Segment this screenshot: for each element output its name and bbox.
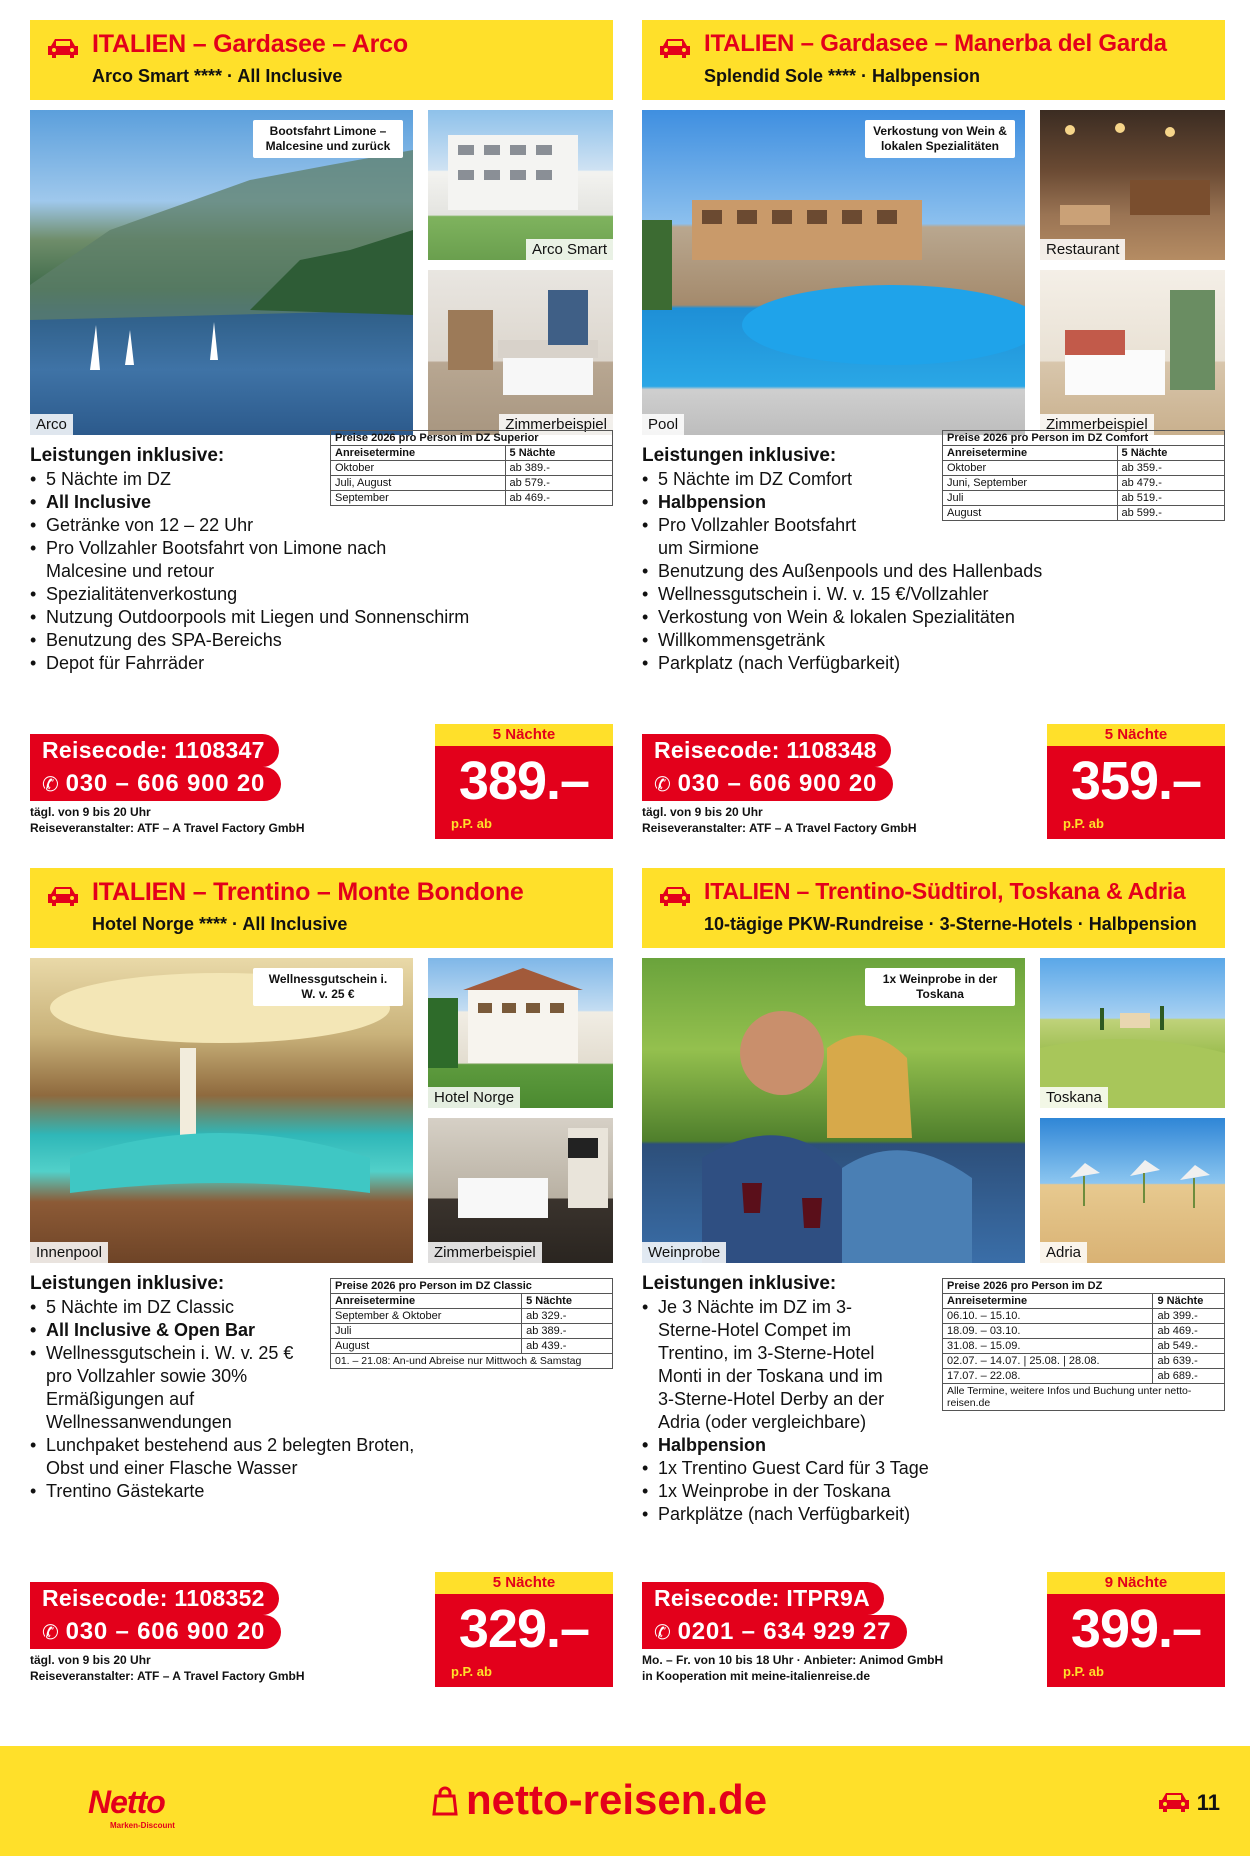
logo-name: Netto: [88, 1784, 165, 1820]
offer-title: ITALIEN – Trentino-Südtirol, Toskana & Adria: [704, 878, 1186, 904]
price-table-head: 5 Nächte: [1117, 446, 1224, 461]
car-icon: [1157, 1790, 1191, 1814]
price-table-date: Juni, September: [943, 476, 1118, 491]
price-table-date: Juli: [331, 1324, 522, 1339]
photo-indoor-pool: [30, 958, 413, 1263]
offer-title: ITALIEN – Gardasee – Manerba del Garda: [704, 30, 1167, 57]
page-number: [1157, 1790, 1220, 1816]
logo-tagline: Marken-Discount: [110, 1821, 175, 1830]
price-amount: 389.–: [458, 751, 590, 811]
inclusion-item: • Halbpension: [642, 491, 1082, 514]
inclusion-item: • Verkostung von Wein & lokalen Spezialitäten: [642, 606, 1082, 629]
offer-subtitle: Arco Smart **** · All Inclusive: [92, 66, 343, 86]
phone-number: 0201 – 634 929 27: [677, 1618, 892, 1645]
price-table-title: Preise 2026 pro Person im DZ: [943, 1279, 1225, 1294]
price-table-price: ab 399.-: [1153, 1309, 1225, 1324]
price-table-head: Anreisetermine: [943, 1294, 1153, 1309]
shopping-bag-icon: [430, 1786, 460, 1816]
operator-text: Reiseveranstalter: ATF – A Travel Factory GmbH: [30, 1669, 305, 1683]
page-number-text: 11: [1196, 1790, 1220, 1815]
inclusions-title: Leistungen inklusive:: [642, 445, 837, 466]
price-table-price: ab 579.-: [505, 476, 612, 491]
phone-number: 030 – 606 900 20: [677, 770, 878, 797]
offer-header: [30, 20, 613, 100]
phone-icon: ✆: [42, 774, 60, 796]
photo-hotel: [428, 110, 613, 260]
inclusion-item: • Parkplätze (nach Verfügbarkeit): [642, 1503, 942, 1526]
price-table-price: ab 359.-: [1117, 461, 1224, 476]
offer-header: [642, 868, 1225, 948]
car-icon: [46, 884, 80, 908]
reisecode-badge: Reisecode: ITPR9A: [642, 1582, 884, 1615]
price-table: [942, 1278, 1225, 1411]
photo-caption: Pool: [642, 414, 684, 435]
hours-text: tägl. von 9 bis 20 Uhr: [642, 805, 763, 819]
price-box: [1047, 1572, 1225, 1687]
price-box: [1047, 724, 1225, 839]
offer-card-manerba: [642, 20, 1225, 860]
offer-subtitle: 10-tägige PKW-Rundreise · 3-Sterne-Hotels · Halbpension: [704, 914, 1197, 934]
nights-label: 5 Nächte: [435, 1572, 613, 1594]
website-link[interactable]: [430, 1776, 767, 1824]
offer-header: [30, 868, 613, 948]
price-amount: 329.–: [458, 1599, 590, 1659]
page-footer: [0, 1746, 1250, 1856]
price-table-title: Preise 2026 pro Person im DZ Comfort: [943, 431, 1225, 446]
price-table-note: 01. – 21.08: An-und Abreise nur Mittwoch & Samstag: [331, 1354, 613, 1369]
offer-card-monte-bondone: [30, 868, 613, 1728]
price-per-person: p.P. ab: [451, 1664, 492, 1679]
photo-caption: Zimmerbeispiel: [1040, 414, 1154, 435]
price-table-price: ab 549.-: [1153, 1339, 1225, 1354]
inclusion-item: • All Inclusive: [30, 491, 470, 514]
offer-subtitle: Splendid Sole **** · Halbpension: [704, 66, 981, 86]
price-table: [330, 1278, 613, 1369]
price-table-date: September & Oktober: [331, 1309, 522, 1324]
price-table-date: Oktober: [331, 461, 506, 476]
offer-card-arco: [30, 20, 613, 860]
phone-badge[interactable]: [642, 1615, 907, 1649]
inclusion-item: • 5 Nächte im DZ Comfort: [642, 468, 1082, 491]
photo-room: [428, 270, 613, 435]
photo-hotel: [428, 958, 613, 1108]
price-table-date: 31.08. – 15.09.: [943, 1339, 1153, 1354]
operator-text: Reiseveranstalter: ATF – A Travel Factory GmbH: [642, 821, 917, 835]
inclusion-item: • Getränke von 12 – 22 Uhr: [30, 514, 470, 537]
price-table: [330, 430, 613, 506]
photo-bubble: Verkostung von Wein & lokalen Spezialitäten: [865, 120, 1015, 158]
photo-bubble: Bootsfahrt Limone – Malcesine und zurück: [253, 120, 403, 158]
price-table-date: Oktober: [943, 461, 1118, 476]
photo-wine-tasting: [642, 958, 1025, 1263]
phone-icon: ✆: [654, 1622, 672, 1644]
phone-number: 030 – 606 900 20: [65, 770, 266, 797]
inclusions-title: Leistungen inklusive:: [30, 1273, 225, 1294]
price-table-price: ab 469.-: [505, 491, 612, 506]
price-per-person: p.P. ab: [1063, 816, 1104, 831]
offer-header: [642, 20, 1225, 100]
hours-text: Mo. – Fr. von 10 bis 18 Uhr · Anbieter: Animod GmbH: [642, 1653, 944, 1667]
price-per-person: p.P. ab: [451, 816, 492, 831]
inclusion-item: • Parkplatz (nach Verfügbarkeit): [642, 652, 1082, 675]
photo-restaurant: [1040, 110, 1225, 260]
photo-caption: Hotel Norge: [428, 1087, 520, 1108]
price-table-date: August: [331, 1339, 522, 1354]
inclusion-item: • 1x Trentino Guest Card für 3 Tage: [642, 1457, 942, 1480]
price-table-title: Preise 2026 pro Person im DZ Classic: [331, 1279, 613, 1294]
photo-caption: Adria: [1040, 1242, 1087, 1263]
photo-tuscany: [1040, 958, 1225, 1108]
photo-caption: Toskana: [1040, 1087, 1108, 1108]
price-table-price: ab 689.-: [1153, 1369, 1225, 1384]
price-table-price: ab 519.-: [1117, 491, 1224, 506]
price-table-date: August: [943, 506, 1118, 521]
inclusion-item: • Depot für Fahrräder: [30, 652, 470, 675]
price-table-date: Juli, August: [331, 476, 506, 491]
car-icon: [658, 884, 692, 908]
photo-room: [428, 1118, 613, 1263]
photo-pool: [642, 110, 1025, 435]
inclusion-item: • Halbpension: [642, 1434, 942, 1457]
inclusion-item: • 5 Nächte im DZ Classic: [30, 1296, 420, 1319]
photo-lake: [30, 110, 413, 435]
operator-text: in Kooperation mit meine-italienreise.de: [642, 1669, 871, 1683]
inclusion-item: • Benutzung des Außenpools und des Hallenbads: [642, 560, 1082, 583]
website-text: netto-reisen.de: [466, 1776, 768, 1823]
price-box: [435, 1572, 613, 1687]
price-table-date: 18.09. – 03.10.: [943, 1324, 1153, 1339]
inclusion-item: • Lunchpaket bestehend aus 2 belegten Broten, Obst und einer Flasche Wasser: [30, 1434, 420, 1480]
price-table-price: ab 439.-: [522, 1339, 613, 1354]
price-table-price: ab 479.-: [1117, 476, 1224, 491]
photo-caption: Arco: [30, 414, 73, 435]
photo-caption: Arco Smart: [526, 239, 613, 260]
photo-bubble: 1x Weinprobe in der Toskana: [865, 968, 1015, 1006]
inclusion-item: • Spezialitätenverkostung: [30, 583, 470, 606]
inclusion-item: • Wellnessgutschein i. W. v. 25 € pro Vollzahler sowie 30% Ermäßigungen auf Wellnessanwendungen: [30, 1342, 310, 1434]
nights-label: 5 Nächte: [1047, 724, 1225, 746]
photo-caption: Innenpool: [30, 1242, 108, 1263]
inclusion-item: • All Inclusive & Open Bar: [30, 1319, 420, 1342]
photo-bubble: Wellnessgutschein i. W. v. 25 €: [253, 968, 403, 1006]
offer-title: ITALIEN – Gardasee – Arco: [92, 30, 408, 58]
price-table-date: September: [331, 491, 506, 506]
offer-subtitle: Hotel Norge **** · All Inclusive: [92, 914, 348, 934]
price-table-price: ab 389.-: [505, 461, 612, 476]
phone-number: 030 – 606 900 20: [65, 1618, 266, 1645]
photo-caption: Zimmerbeispiel: [499, 414, 613, 435]
inclusion-item: • Je 3 Nächte im DZ im 3-Sterne-Hotel Compet im Trentino, im 3-Sterne-Hotel Monti in der Toskana und im 3-Sterne-Hotel Derby an der Adria (oder vergleichbare): [642, 1296, 902, 1434]
phone-badge[interactable]: [30, 1615, 281, 1649]
nights-label: 9 Nächte: [1047, 1572, 1225, 1594]
hours-text: tägl. von 9 bis 20 Uhr: [30, 1653, 151, 1667]
photo-caption: Zimmerbeispiel: [428, 1242, 542, 1263]
reisecode-badge: Reisecode: 1108347: [30, 734, 279, 767]
price-table-date: 02.07. – 14.07. | 25.08. | 28.08.: [943, 1354, 1153, 1369]
inclusion-item: • 1x Weinprobe in der Toskana: [642, 1480, 942, 1503]
price-table-head: 9 Nächte: [1153, 1294, 1225, 1309]
inclusions-title: Leistungen inklusive:: [642, 1273, 837, 1294]
photo-caption: Restaurant: [1040, 239, 1125, 260]
price-table-head: 5 Nächte: [505, 446, 612, 461]
offer-title: ITALIEN – Trentino – Monte Bondone: [92, 878, 524, 906]
inclusion-item: • 5 Nächte im DZ: [30, 468, 470, 491]
price-table-price: ab 329.-: [522, 1309, 613, 1324]
netto-logo[interactable]: [88, 1784, 175, 1830]
offer-card-rundreise: [642, 868, 1225, 1728]
price-table-date: Juli: [943, 491, 1118, 506]
hours-text: tägl. von 9 bis 20 Uhr: [30, 805, 151, 819]
phone-badge[interactable]: [30, 767, 281, 801]
price-table-price: ab 599.-: [1117, 506, 1224, 521]
price-amount: 359.–: [1070, 751, 1202, 811]
inclusion-item: • Willkommensgetränk: [642, 629, 1082, 652]
reisecode-badge: Reisecode: 1108352: [30, 1582, 279, 1615]
reisecode-badge: Reisecode: 1108348: [642, 734, 891, 767]
phone-icon: ✆: [654, 774, 672, 796]
photo-caption: Weinprobe: [642, 1242, 726, 1263]
car-icon: [658, 36, 692, 60]
price-table-head: Anreisetermine: [943, 446, 1118, 461]
operator-text: Reiseveranstalter: ATF – A Travel Factory GmbH: [30, 821, 305, 835]
photo-room: [1040, 270, 1225, 435]
price-table: [942, 430, 1225, 521]
inclusions-list: [642, 1296, 942, 1526]
price-box: [435, 724, 613, 839]
price-table-date: 17.07. – 22.08.: [943, 1369, 1153, 1384]
inclusions-title: Leistungen inklusive:: [30, 445, 225, 466]
nights-label: 5 Nächte: [435, 724, 613, 746]
inclusion-item: • Pro Vollzahler Bootsfahrt um Sirmione: [642, 514, 872, 560]
price-amount: 399.–: [1070, 1599, 1202, 1659]
phone-badge[interactable]: [642, 767, 893, 801]
price-table-title: Preise 2026 pro Person im DZ Superior: [331, 431, 613, 446]
inclusion-item: • Trentino Gästekarte: [30, 1480, 420, 1503]
inclusion-item: • Nutzung Outdoorpools mit Liegen und Sonnenschirm: [30, 606, 470, 629]
inclusion-item: • Pro Vollzahler Bootsfahrt von Limone nach Malcesine und retour: [30, 537, 470, 583]
price-table-price: ab 389.-: [522, 1324, 613, 1339]
price-table-head: Anreisetermine: [331, 1294, 522, 1309]
price-table-note: Alle Termine, weitere Infos und Buchung unter netto-reisen.de: [943, 1384, 1225, 1411]
price-per-person: p.P. ab: [1063, 1664, 1104, 1679]
price-table-date: 06.10. – 15.10.: [943, 1309, 1153, 1324]
price-table-price: ab 639.-: [1153, 1354, 1225, 1369]
price-table-price: ab 469.-: [1153, 1324, 1225, 1339]
photo-adriatic-beach: [1040, 1118, 1225, 1263]
car-icon: [46, 36, 80, 60]
inclusion-item: • Wellnessgutschein i. W. v. 15 €/Vollzahler: [642, 583, 1082, 606]
price-table-head: 5 Nächte: [522, 1294, 613, 1309]
price-table-head: Anreisetermine: [331, 446, 506, 461]
inclusion-item: • Benutzung des SPA-Bereichs: [30, 629, 470, 652]
phone-icon: ✆: [42, 1622, 60, 1644]
